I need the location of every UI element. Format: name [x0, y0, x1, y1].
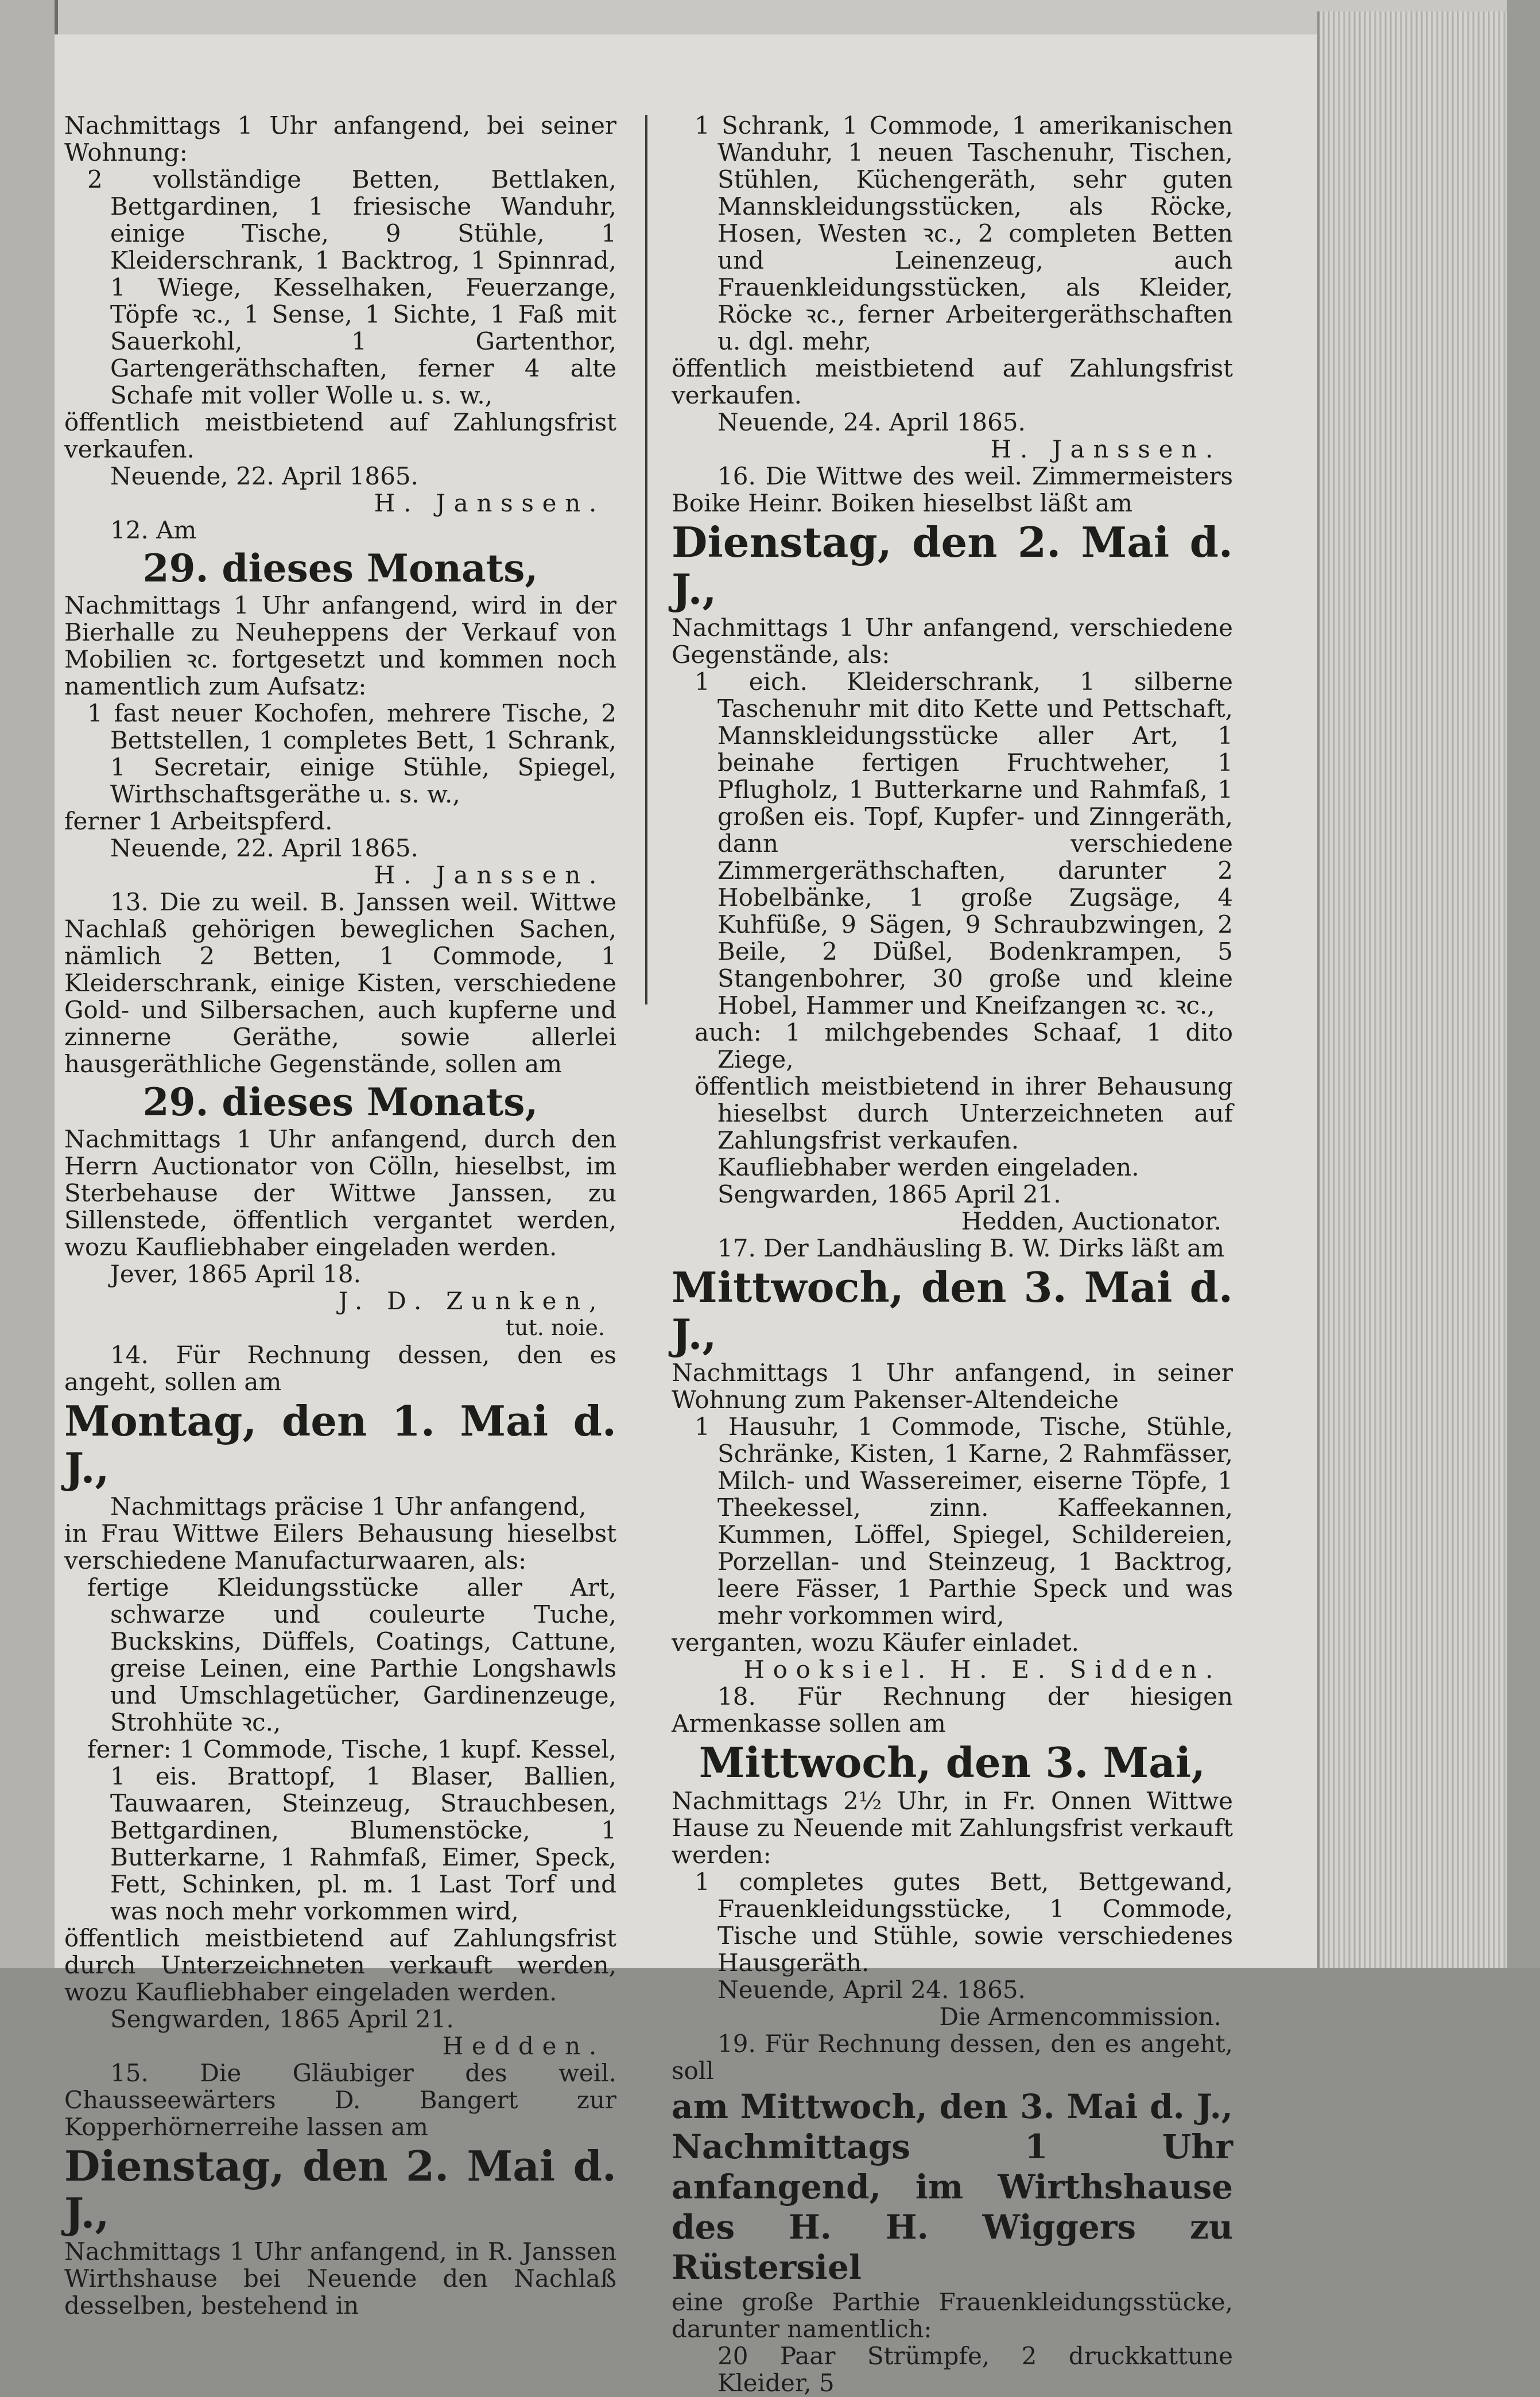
- left-headline: Montag, den 1. Mai d. J.,: [64, 1397, 616, 1492]
- right-paragraph: 20 Paar Strümpfe, 2 druckkattune Kleider, 5: [717, 2342, 1233, 2397]
- left-paragraph: ferner: 1 Commode, Tische, 1 kupf. Kessel, 1 eis. Brattopf, 1 Blaser, Ballien, Tauwaaren, Steinzeug, Strauchbesen, Bettgardinen, Blumenstöcke, 1 Butterkarne, 1 Rahmfaß, Eimer, Speck, Fett, Schinken, pl. m. 1 Last Torf und was noch mehr vorkommen wird,: [87, 1735, 616, 1925]
- left-paragraph: Neuende, 22. April 1865.: [110, 462, 418, 490]
- book-cover-edge: [1507, 0, 1540, 1968]
- book-fore-edge: [1317, 11, 1509, 1968]
- left-paragraph: Jever, 1865 April 18.: [110, 1260, 361, 1288]
- right-paragraph: 18. Für Rechnung der hiesigen Armenkasse sollen am: [672, 1682, 1233, 1737]
- right-paragraph: 17. Der Landhäusling B. W. Dirks läßt am: [717, 1234, 1225, 1262]
- left-paragraph: Sengwarden, 1865 April 21.: [110, 2005, 454, 2033]
- left-paragraph: 14. Für Rechnung dessen, den es angeht, sollen am: [64, 1341, 616, 1396]
- left-paragraph: Nachmittags 1 Uhr anfangend, bei seiner Wohnung:: [64, 111, 616, 166]
- right-paragraph: auch: 1 milchgebendes Schaaf, 1 dito Ziege,: [695, 1018, 1233, 1073]
- left-paragraph: tut. noie.: [505, 1315, 605, 1340]
- left-paragraph: öffentlich meistbietend auf Zahlungsfrist verkaufen.: [64, 408, 616, 463]
- left-paragraph: Nachmittags 1 Uhr anfangend, in R. Janssen Wirthshause bei Neuende den Nachlaß desselben, bestehend in: [64, 2237, 616, 2320]
- left-text-column: [64, 112, 616, 2319]
- right-paragraph: Kaufliebhaber werden eingeladen.: [717, 1153, 1139, 1181]
- left-paragraph: H. Janssen.: [374, 861, 605, 889]
- right-paragraph: 19. Für Rechnung dessen, den es angeht, soll: [672, 2030, 1233, 2085]
- right-paragraph: 1 completes gutes Bett, Bettgewand, Frauenkleidungsstücke, 1 Commode, Tische und Stühle, sowie verschiedenes Hausgeräth.: [695, 1868, 1233, 1977]
- left-headline: 29. dieses Monats,: [142, 1080, 538, 1124]
- left-paragraph: Nachmittags präcise 1 Uhr anfangend,: [110, 1492, 587, 1521]
- right-paragraph: 1 Hausuhr, 1 Commode, Tische, Stühle, Schränke, Kisten, 1 Karne, 2 Rahmfässer, Milch- und Wassereimer, eiserne Töpfe, 1 Theekessel, zinn. Kaffeekannen, Kummen, Löffel, Spiegel, Schildereien, Porzellan- und Steinzeug, 1 Backtrog, leere Fässer, 1 Parthie Speck und was mehr vorkommen wird,: [695, 1413, 1233, 1630]
- left-paragraph: 13. Die zu weil. B. Janssen weil. Wittwe Nachlaß gehörigen beweglichen Sachen, nämlich 2 Betten, 1 Commode, 1 Kleiderschrank, einige Kisten, verschiedene Gold- und Silbersachen, auch kupferne und zinnerne Geräthe, sowie allerlei hausgeräthliche Gegenstände, sollen am: [64, 888, 616, 1078]
- left-paragraph: Neuende, 22. April 1865.: [110, 834, 418, 862]
- right-paragraph: Hooksiel. H. E. Sidden.: [743, 1655, 1221, 1684]
- right-headline: Dienstag, den 2. Mai d. J.,: [672, 518, 1233, 614]
- right-paragraph: Sengwarden, 1865 April 21.: [717, 1180, 1061, 1208]
- left-paragraph: öffentlich meistbietend auf Zahlungsfrist durch Unterzeichneten verkauft werden, wozu Kaufliebhaber eingeladen werden.: [64, 1924, 616, 2006]
- left-paragraph: 2 vollständige Betten, Bettlaken, Bettgardinen, 1 friesische Wanduhr, einige Tische, 9 Stühle, 1 Kleiderschrank, 1 Backtrog, 1 Spinnrad, 1 Wiege, Kesselhaken, Feuerzange, Töpfe ꝛc., 1 Sense, 1 Sichte, 1 Faß mit Sauerkohl, 1 Gartenthor, Gartengeräthschaften, ferner 4 alte Schafe mit voller Wolle u. s. w.,: [87, 165, 616, 409]
- left-paragraph: fertige Kleidungsstücke aller Art, schwarze und couleurte Tuche, Buckskins, Düffels, Coatings, Cattune, greise Leinen, eine Parthie Longshawls und Umschlagetücher, Gardinenzeuge, Strohhüte ꝛc.,: [87, 1573, 616, 1736]
- left-paragraph: Nachmittags 1 Uhr anfangend, wird in der Bierhalle zu Neuheppens der Verkauf von Mobilien ꝛc. fortgesetzt und kommen noch namentlich zum Aufsatz:: [64, 591, 616, 700]
- right-paragraph: Neuende, 24. April 1865.: [717, 408, 1026, 436]
- right-headline: Mittwoch, den 3. Mai d. J.,: [672, 1263, 1233, 1359]
- right-paragraph: Die Armencommission.: [939, 2003, 1221, 2031]
- left-paragraph: H. Janssen.: [374, 489, 605, 517]
- left-paragraph: Hedden.: [442, 2032, 605, 2060]
- left-headline: Dienstag, den 2. Mai d. J.,: [64, 2142, 616, 2237]
- right-paragraph: 1 eich. Kleiderschrank, 1 silberne Taschenuhr mit dito Kette und Pettschaft, Mannskleidungsstücke aller Art, 1 beinahe fertigen Fruchtweher, 1 Pflugholz, 1 Butterkarne und Rahmfaß, 1 großen eis. Topf, Kupfer- und Zinngeräth, dann verschiedene Zimmergeräthschaften, darunter 2 Hobelbänke, 1 große Zugsäge, 4 Kuhfüße, 9 Sägen, 9 Schraubzwingen, 2 Beile, 2 Düßel, Bodenkrampen, 5 Stangenbohrer, 30 große und kleine Hobel, Hammer und Kneifzangen ꝛc. ꝛc.,: [695, 668, 1233, 1019]
- right-paragraph: 16. Die Wittwe des weil. Zimmermeisters Boike Heinr. Boiken hieselbst läßt am: [672, 462, 1233, 517]
- right-paragraph: öffentlich meistbietend in ihrer Behausung hieselbst durch Unterzeichneten auf Zahlungsfrist verkaufen.: [695, 1072, 1233, 1154]
- right-paragraph: öffentlich meistbietend auf Zahlungsfrist verkaufen.: [672, 354, 1233, 409]
- right-text-column: [672, 112, 1233, 2396]
- left-paragraph: 12. Am: [110, 516, 197, 544]
- right-headline: am Mittwoch, den 3. Mai d. J., Nachmittags 1 Uhr anfangend, im Wirthshause des H. H. Wiggers zu Rüstersiel: [672, 2087, 1233, 2287]
- right-paragraph: Neuende, April 24. 1865.: [717, 1976, 1026, 2004]
- right-paragraph: 1 Schrank, 1 Commode, 1 amerikanischen Wanduhr, 1 neuen Taschenuhr, Tischen, Stühlen, Küchengeräth, sehr guten Mannskleidungsstücken, als Röcke, Hosen, Westen ꝛc., 2 completen Betten und Leinenzeug, auch Frauenkleidungsstücken, als Kleider, Röcke ꝛc., ferner Arbeitergeräthschaften u. dgl. mehr,: [695, 111, 1233, 355]
- left-paragraph: 15. Die Gläubiger des weil. Chausseewärters D. Bangert zur Kopperhörnerreihe lassen am: [64, 2059, 616, 2141]
- left-paragraph: in Frau Wittwe Eilers Behausung hieselbst verschiedene Manufacturwaaren, als:: [64, 1519, 616, 1574]
- right-paragraph: verganten, wozu Käufer einladet.: [672, 1628, 1079, 1657]
- left-headline: 29. dieses Monats,: [142, 546, 538, 591]
- right-paragraph: Hedden, Auctionator.: [961, 1207, 1221, 1235]
- right-paragraph: H. Janssen.: [990, 435, 1221, 463]
- right-paragraph: Nachmittags 1 Uhr anfangend, in seiner Wohnung zum Pakenser-Altendeiche: [672, 1359, 1233, 1414]
- left-paragraph: 1 fast neuer Kochofen, mehrere Tische, 2 Bettstellen, 1 completes Bett, 1 Schrank, 1 Secretair, einige Stühle, Spiegel, Wirthschaftsgeräthe u. s. w.,: [87, 699, 616, 808]
- left-page-gutter: [0, 0, 58, 1968]
- column-divider-rule: [645, 115, 647, 1004]
- left-paragraph: ferner 1 Arbeitspferd.: [64, 807, 333, 835]
- right-headline: Mittwoch, den 3. Mai,: [699, 1738, 1206, 1787]
- left-paragraph: Nachmittags 1 Uhr anfangend, durch den Herrn Auctionator von Cölln, hieselbst, im Sterbehause der Wittwe Janssen, zu Sillenstede, öffentlich vergantet werden, wozu Kaufliebhaber eingeladen werden.: [64, 1125, 616, 1261]
- right-paragraph: Nachmittags 2½ Uhr, in Fr. Onnen Wittwe Hause zu Neuende mit Zahlungsfrist verkauft werden:: [672, 1787, 1233, 1869]
- right-paragraph: Nachmittags 1 Uhr anfangend, verschiedene Gegenstände, als:: [672, 614, 1233, 669]
- right-paragraph: eine große Parthie Frauenkleidungsstücke, darunter namentlich:: [672, 2288, 1233, 2343]
- left-paragraph: J. D. Zunken,: [338, 1287, 605, 1315]
